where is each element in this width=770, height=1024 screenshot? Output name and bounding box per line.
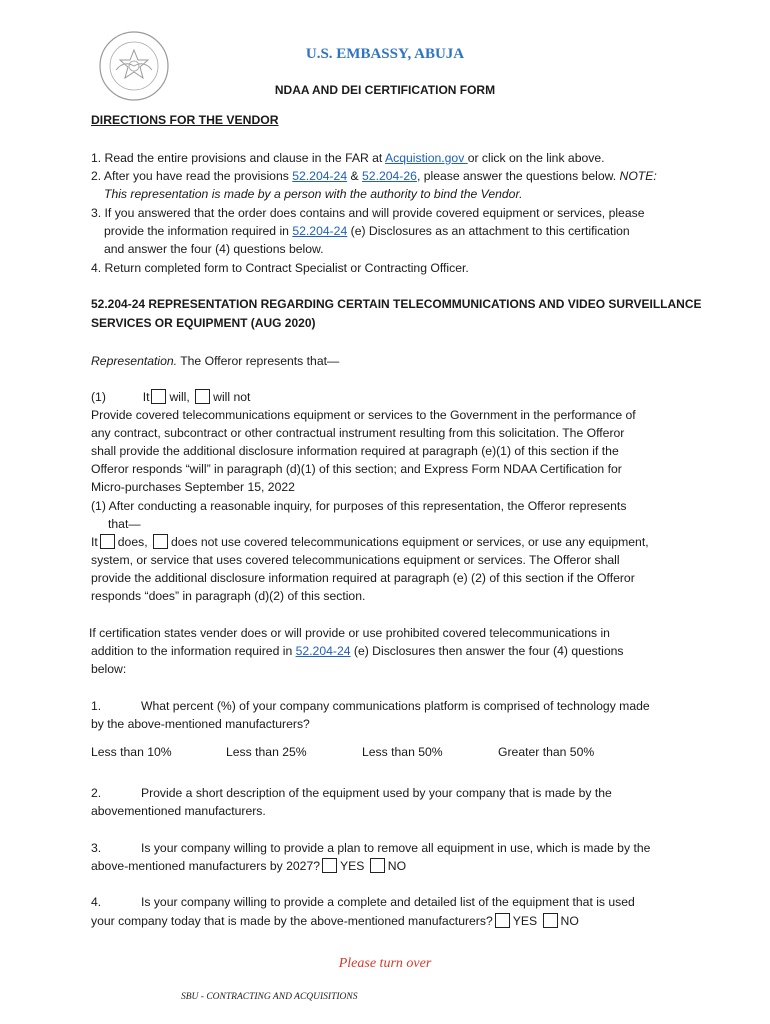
direction-item-3: 3. If you answered that the order does contains and will provide covered equipment or services, please	[91, 206, 645, 220]
section-heading-line2: SERVICES OR EQUIPMENT (AUG 2020)	[91, 316, 316, 330]
question-3-line2	[91, 857, 406, 875]
p2-text-line: responds “does” in paragraph (d)(2) of this section.	[91, 589, 366, 603]
representation-text: The Offeror represents that—	[177, 354, 340, 368]
it-label: It	[142, 390, 150, 404]
q1-option-greater-50[interactable]: Greater than 50%	[498, 745, 595, 759]
question-text: Is your company willing to provide a complete and detailed list of the equipment that is used	[140, 895, 635, 909]
question-2	[91, 784, 612, 802]
question-number: 2.	[91, 786, 102, 800]
far-52-204-26-link[interactable]: 52.204-26	[362, 169, 417, 183]
no-label: NO	[387, 859, 407, 873]
will-checkbox[interactable]	[151, 389, 166, 404]
directions-heading: DIRECTIONS FOR THE VENDOR	[91, 113, 279, 127]
p1-text-line: Provide covered telecommunications equipment or services to the Government in the performance of	[91, 408, 636, 422]
does-checkbox[interactable]	[100, 534, 115, 549]
paragraph-1-choice	[91, 388, 250, 406]
representation-label: Representation.	[91, 354, 178, 368]
cert-text: addition to the information required in	[91, 644, 296, 658]
will-label: will,	[169, 390, 190, 404]
question-text: Is your company willing to provide a plan to remove all equipment in use, which is made by the	[140, 841, 651, 855]
paragraph-number: (1)	[91, 390, 106, 404]
certification-line3: below:	[91, 662, 127, 676]
certification-line1: If certification states vender does or will provide or use prohibited covered telecommunications in	[89, 626, 610, 640]
question-3	[91, 839, 650, 857]
no-label: NO	[560, 914, 579, 928]
question-number: 3.	[91, 841, 102, 855]
does-label: does,	[117, 535, 148, 549]
p1-text-line: Micro-purchases September 15, 2022	[91, 480, 295, 494]
question-4	[91, 893, 635, 911]
p1-text-line: (1) After conducting a reasonable inquiry, for purposes of this representation, the Offeror represents	[91, 499, 627, 513]
p2-that: that—	[108, 517, 141, 531]
direction-1-text: 1. Read the entire provisions and clause in the FAR at	[91, 151, 386, 165]
direction-2-post: , please answer the questions below.	[416, 169, 620, 183]
direction-3-line3: and answer the four (4) questions below.	[104, 242, 324, 256]
far-52-204-24-link-3[interactable]: 52.204-24	[295, 644, 351, 658]
direction-2-text: 2. After you have read the provisions	[91, 169, 293, 183]
q4-yes-checkbox[interactable]	[495, 913, 510, 928]
representation-intro	[91, 352, 339, 370]
direction-1-post: or click on the link above.	[467, 151, 605, 165]
q1-option-less-25[interactable]: Less than 25%	[226, 745, 307, 759]
will-not-checkbox[interactable]	[195, 389, 210, 404]
certification-line2	[91, 642, 624, 660]
embassy-title: U.S. EMBASSY, ABUJA	[305, 46, 465, 62]
direction-3-line2	[104, 222, 630, 240]
direction-3-post: (e) Disclosures as an attachment to this certification	[347, 224, 630, 238]
it-label: It	[91, 535, 98, 549]
will-not-label: will not	[213, 390, 251, 404]
cert-post: (e) Disclosures then answer the four (4) questions	[350, 644, 624, 658]
ampersand: &	[347, 169, 363, 183]
p2-text-line: system, or service that uses covered telecommunications equipment or services. The Offeror shall	[91, 553, 620, 567]
question-number: 1.	[91, 699, 102, 713]
q4-no-checkbox[interactable]	[543, 913, 558, 928]
direction-2-note: This representation is made by a person with the authority to bind the Vendor.	[104, 187, 523, 201]
p1-text-line: Offeror responds “will” in paragraph (d)(1) of this section; and Express Form NDAA Certification for	[91, 462, 622, 476]
direction-3-text: provide the information required in	[104, 224, 293, 238]
question-text: above-mentioned manufacturers by 2027?	[91, 859, 320, 873]
footer-office: SBU - CONTRACTING AND ACQUISITIONS	[181, 992, 358, 1002]
question-number: 4.	[91, 895, 102, 909]
q1-option-less-10[interactable]: Less than 10%	[91, 745, 172, 759]
question-text: Provide a short description of the equipment used by your company that is made by the	[140, 786, 612, 800]
q3-yes-checkbox[interactable]	[322, 858, 337, 873]
note-label: NOTE:	[619, 169, 657, 183]
question-text: your company today that is made by the above-mentioned manufacturers?	[91, 914, 493, 928]
direction-item-1	[91, 149, 605, 167]
question-2-line2: abovementioned manufacturers.	[91, 804, 266, 818]
p2-text-line: provide the additional disclosure information required at paragraph (e) (2) of this section if the Offeror	[91, 571, 635, 585]
does-not-label: does not use covered telecommunications equipment or services, or use any equipment,	[171, 535, 649, 549]
direction-item-4: 4. Return completed form to Contract Specialist or Contracting Officer.	[91, 261, 469, 275]
form-title: NDAA AND DEI CERTIFICATION FORM	[274, 83, 496, 97]
please-turn-over: Please turn over	[338, 956, 432, 971]
q1-option-less-50[interactable]: Less than 50%	[362, 745, 443, 759]
direction-item-2	[91, 167, 657, 185]
question-text: What percent (%) of your company communications platform is comprised of technology made	[140, 699, 650, 713]
question-1-line2: by the above-mentioned manufacturers?	[91, 717, 310, 731]
p1-text-line: any contract, subcontract or other contractual instrument resulting from this solicitation. The Offeror	[91, 426, 625, 440]
far-52-204-24-link-2[interactable]: 52.204-24	[292, 224, 348, 238]
paragraph-2-choice	[91, 533, 649, 551]
q3-no-checkbox[interactable]	[370, 858, 385, 873]
far-52-204-24-link[interactable]: 52.204-24	[292, 169, 348, 183]
does-not-checkbox[interactable]	[153, 534, 168, 549]
section-heading-line1: 52.204-24 REPRESENTATION REGARDING CERTAIN TELECOMMUNICATIONS AND VIDEO SURVEILLANCE	[91, 297, 702, 311]
p1-text-line: shall provide the additional disclosure information required at paragraph (e)(1) of this section if the	[91, 444, 619, 458]
yes-label: YES	[340, 859, 365, 873]
yes-label: YES	[512, 914, 538, 928]
question-4-line2	[91, 912, 579, 930]
acquisition-gov-link[interactable]: Acquistion.gov	[385, 151, 468, 165]
question-1	[91, 697, 650, 715]
